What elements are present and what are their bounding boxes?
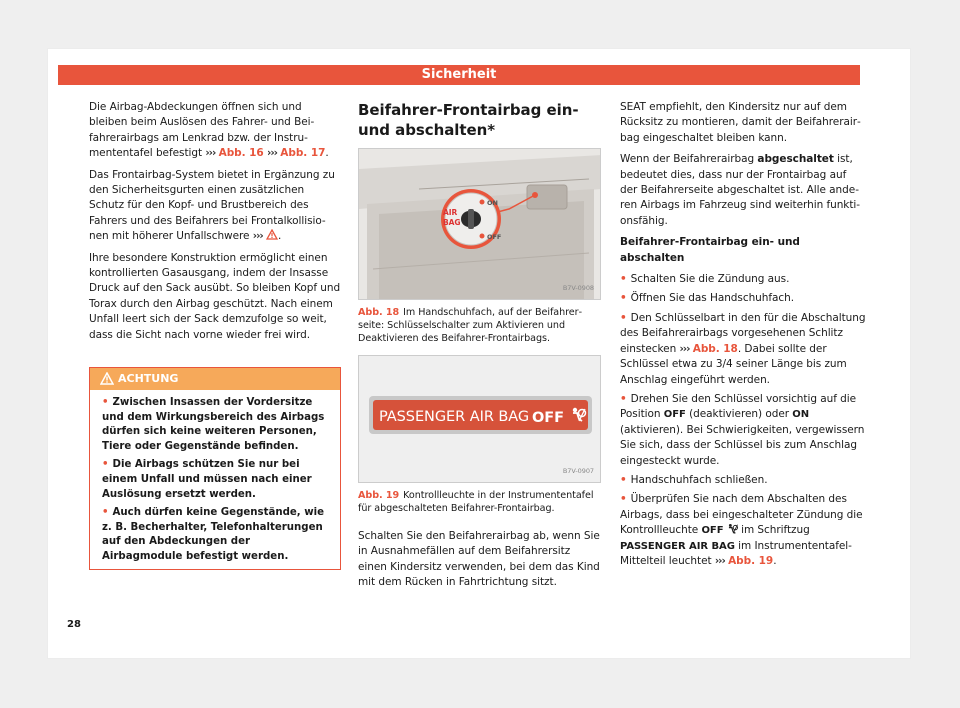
switch-label-bag: BAG (443, 218, 461, 227)
bullet-icon: • (620, 493, 627, 506)
section-header: Sicherheit (58, 65, 860, 85)
airbag-off-icon (727, 524, 738, 534)
column-left (89, 100, 341, 349)
paragraph-3: Ihre besondere Konstruktion ermöglicht einen kontrollierten Gasausgang, indem der Insasse Druck auf den Sack ausübt. So bleiben Kopf und Torax durch den Airbag geschützt. Nach einem Unfall leert sich der Sack demzufolge so weit, dass die Sicht nach vorne wieder frei wird. (89, 251, 341, 341)
warning-box (89, 367, 341, 570)
link-arrow-icon: ››› (205, 147, 216, 160)
figure-caption-abb19: Abb. 19 Kontrollleuchte in der Instrumententafel für abgeschalteten Beifahrer-Frontairbag. (358, 490, 594, 514)
figure-passenger-airbag-light (358, 355, 601, 483)
step-item: • Öffnen Sie das Handschuhfach. (620, 292, 795, 305)
link-arrow-icon: ››› (252, 230, 263, 243)
warning-item: • Die Airbags schützen Sie nur bei einem Unfall und müssen nach einer Auslösung ersetzt werden. (102, 459, 312, 500)
link-abb19[interactable]: Abb. 19 (728, 554, 774, 567)
switch-off-label: OFF (487, 233, 502, 241)
glovebox-illustration (359, 149, 601, 300)
switch-on-label: ON (487, 199, 498, 207)
column-right (620, 100, 866, 573)
bullet-icon: • (620, 392, 627, 405)
step-item: • Den Schlüsselbart in den für die Abschaltung des Beifahrerairbags vorgesehenen Schlitz einstecken ››› Abb. 18. Dabei sollte der Schlüssel etwa zu 3/4 seiner Länge bis zum Anschlag eingeführt werden. (620, 311, 866, 386)
bullet-icon: • (102, 459, 109, 471)
display-text: PASSENGER AIR BAG (379, 409, 530, 425)
paragraph-1: SEAT empfiehlt, den Kindersitz nur auf dem Rücksitz zu montieren, damit der Beifahrerairbag eingeschaltet bleiben kann. (620, 101, 861, 144)
figure-glovebox-switch (358, 148, 601, 300)
paragraph-2-text: Das Frontairbag-System bietet in Ergänzung zu den Sicherheitsgurten einen zusätzlichen Schutz für den Kopf- und Brustbereich des Fahrers und des Beifahrers bei Frontalkollisionen mit höherer Unfallschwere (89, 168, 335, 243)
warning-title: ACHTUNG (118, 372, 179, 385)
column-middle (358, 100, 601, 597)
figure-caption-abb18: Abb. 18 Im Handschuhfach, auf der Beifahrerseite: Schlüsselschalter zum Aktivieren und Deaktivieren des Beifahrer-Frontairbags. (358, 307, 583, 344)
bullet-icon: • (620, 311, 627, 324)
section-title: Beifahrer-Frontairbag ein- und abschalten* (358, 101, 579, 139)
passenger-airbag-symbol: PASSENGER AIR BAG (620, 540, 735, 552)
link-arrow-icon: ››› (267, 147, 277, 160)
switch-label-air: AIR (443, 208, 458, 217)
warning-triangle-icon (100, 372, 114, 385)
step-item: • Drehen Sie den Schlüssel vorsichtig auf die Position OFF (deaktivieren) oder ON (aktivieren). Bei Schwierigkeiten, vergewissern Sie sich, dass der Schlüssel bis zum Anschlag eingesteckt wurde. (620, 392, 865, 467)
link-arrow-icon: ››› (714, 554, 725, 567)
bullet-icon: • (102, 507, 109, 519)
off-symbol: OFF (663, 409, 686, 421)
paragraph-2: Das Frontairbag-System bietet in Ergänzung zu den Sicherheitsgurten einen zusätzlichen Schutz für den Kopf- und Brustbereich des Fahrers und des Beifahrers bei Frontalkollisionen mit höherer Unfallschwere ››› . (89, 168, 335, 243)
link-arrow-icon: ››› (679, 342, 690, 355)
figure-code: B7V-0908 (562, 283, 594, 292)
warning-header (90, 368, 340, 390)
warning-triangle-icon[interactable] (266, 229, 278, 240)
bullet-icon: • (620, 473, 627, 486)
display-off-text: OFF (532, 410, 564, 426)
paragraph-1-text: Die Airbag-Abdeckungen öffnen sich und bleiben beim Auslösen des Fahrer- und Beifahrerairbags am Lenkrad bzw. der Instrumententafel befestigt (89, 101, 315, 160)
subheading: Beifahrer-Frontairbag ein- und abschalten (620, 236, 800, 264)
step-item: • Überprüfen Sie nach dem Abschalten des Airbags, dass bei eingeschalteter Zündung die Kontrollleuchte OFF im Schriftzug PASSENGER AIR BAG im Instrumententafel-Mittelteil leuchtet ››› Abb. 19. (620, 493, 863, 567)
paragraph-1: Die Airbag-Abdeckungen öffnen sich und bleiben beim Auslösen des Fahrer- und Beifahrerairbags am Lenkrad bzw. der Instrumententafel befestigt ››› Abb. 16 ››› Abb. 17. (89, 101, 329, 160)
caption-label: Abb. 18 (358, 307, 400, 318)
caption-label: Abb. 19 (358, 490, 400, 501)
paragraph-2: Wenn der Beifahrerairbag abgeschaltet ist, bedeutet dies, dass nur der Frontairbag auf der Beifahrerseite abgeschaltet ist. Alle anderen Airbags im Fahrzeug sind weiterhin funktionsfähig. (620, 153, 861, 227)
link-abb18[interactable]: Abb. 18 (692, 342, 738, 355)
step-item: • Schalten Sie die Zündung aus. (620, 273, 790, 286)
bullet-icon: • (620, 292, 627, 305)
bullet-icon: • (620, 273, 627, 286)
off-symbol: OFF (701, 525, 724, 537)
on-symbol: ON (792, 409, 810, 421)
link-abb17[interactable]: Abb. 17 (280, 147, 326, 160)
page-number: 28 (67, 619, 81, 630)
step-item: • Handschuhfach schließen. (620, 473, 768, 486)
warning-item: • Zwischen Insassen der Vordersitze und dem Wirkungsbereich des Airbags dürfen sich keine weiteren Personen, Tiere oder Gegenstände befinden. (102, 397, 325, 452)
paragraph-body: Schalten Sie den Beifahrerairbag ab, wenn Sie in Ausnahmefällen auf dem Beifahrersitz einen Kindersitz verwenden, bei dem das Kind mit dem Rücken in Fahrtrichtung sitzt. (358, 530, 600, 589)
link-abb16[interactable]: Abb. 16 (218, 147, 264, 160)
warning-item: • Auch dürfen keine Gegenstände, wie z. B. Becherhalter, Telefonhalterungen auf den Abdeckungen der Airbagmodule befestigt werden. (102, 507, 325, 562)
bullet-icon: • (102, 397, 109, 408)
figure-code: B7V-0907 (562, 466, 594, 475)
warning-body (90, 390, 340, 565)
